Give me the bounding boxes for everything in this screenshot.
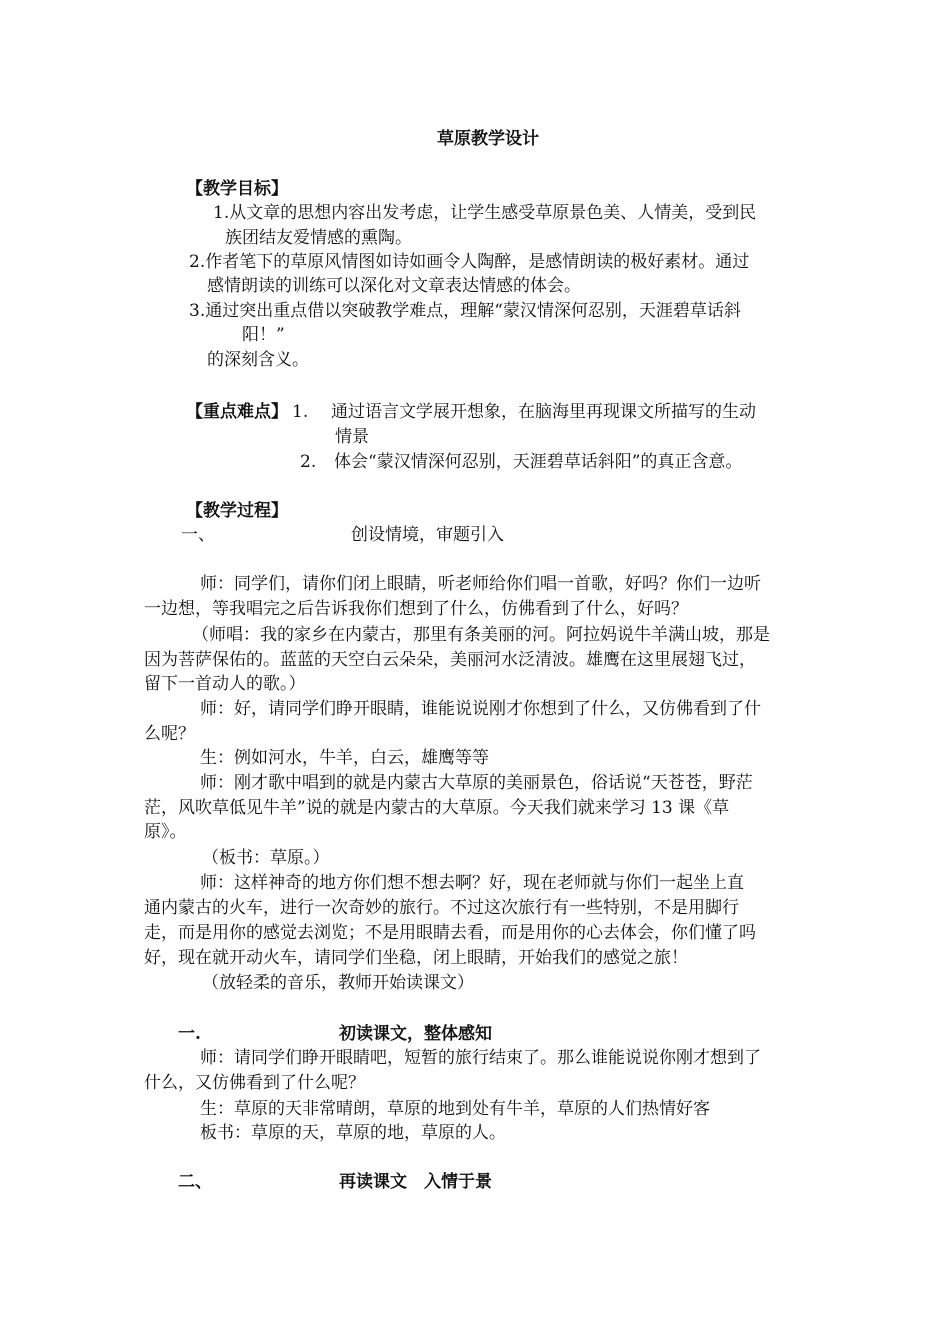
objective-2-line2: 感情朗读的训练可以深化对文章表达情感的体会。 bbox=[207, 276, 581, 296]
section-1-line-8: 生：例如河水，牛羊，白云，雄鹰等等 bbox=[200, 748, 489, 768]
section-1-line-10: 茫，风吹草低见牛羊”说的就是内蒙古的大草原。今天我们就来学习 13 课《草 bbox=[144, 798, 730, 818]
process-heading: 【教学过程】 bbox=[186, 501, 288, 521]
objective-2-line1: 2.作者笔下的草原风情图如诗如画令人陶醉，是感情朗读的极好素材。通过 bbox=[189, 252, 750, 272]
key-point-1-line2: 情景 bbox=[335, 427, 369, 447]
section-1-title: 创设情境，审题引入 bbox=[351, 525, 504, 545]
section-1-line-5: 留下一首动人的歌。） bbox=[144, 674, 306, 694]
section-1-line-4: 因为菩萨保佑的。蓝蓝的天空白云朵朵，美丽河水泛清波。雄鹰在这里展翅飞过， bbox=[144, 650, 756, 670]
section-1-number: 一、 bbox=[181, 525, 215, 545]
key-point-1-number: 1. bbox=[292, 402, 309, 422]
section-1-line-1: 师：同学们，请你们闭上眼睛，听老师给你们唱一首歌，好吗？你们一边听 bbox=[200, 574, 761, 594]
section-1-line-7: 么呢？ bbox=[144, 724, 195, 744]
objective-3-line3: 的深刻含义。 bbox=[207, 350, 309, 370]
section-1-line-14: 通内蒙古的火车，进行一次奇妙的旅行。不过这次旅行有一些特别，不是用脚行 bbox=[144, 898, 739, 918]
objectives-heading: 【教学目标】 bbox=[186, 179, 288, 199]
objective-1-line1: 1.从文章的思想内容出发考虑，让学生感受草原景色美、人情美，受到民 bbox=[213, 203, 757, 223]
section-1-line-15: 走，而是用你的感觉去浏览；不是用眼睛去看，而是用你的心去体会，你们懂了吗 bbox=[144, 923, 756, 943]
section-3-number: 二、 bbox=[178, 1172, 212, 1192]
section-2-line-3: 生：草原的天非常晴朗，草原的地到处有牛羊，草原的人们热情好客 bbox=[200, 1099, 710, 1119]
section-2-line-2: 什么，又仿佛看到了什么呢？ bbox=[144, 1073, 365, 1093]
section-1-line-6: 师：好，请同学们睁开眼睛，谁能说说刚才你想到了什么，又仿佛看到了什 bbox=[200, 699, 761, 719]
section-2-line-4: 板书：草原的天，草原的地，草原的人。 bbox=[200, 1123, 506, 1143]
section-1-line-12: （板书：草原。） bbox=[202, 848, 330, 868]
key-points-heading: 【重点难点】 bbox=[186, 402, 288, 422]
section-1-line-16: 好，现在就开动火车，请同学们坐稳，闭上眼睛，开始我们的感觉之旅！ bbox=[144, 948, 688, 968]
page-title: 草原教学设计 bbox=[437, 129, 539, 149]
section-1-line-9: 师：刚才歌中唱到的就是内蒙古大草原的美丽景色，俗话说“天苍苍，野茫 bbox=[200, 773, 753, 793]
objective-1-line2: 族团结友爱情感的熏陶。 bbox=[225, 228, 412, 248]
section-2-line-1: 师：请同学们睁开眼睛吧，短暂的旅行结束了。那么谁能说说你刚才想到了 bbox=[200, 1048, 761, 1068]
key-point-2-number: 2. bbox=[300, 452, 317, 472]
objective-3-line2: 阳！” bbox=[242, 325, 285, 345]
objective-3-line1: 3.通过突出重点借以突破教学难点，理解“蒙汉情深何忍别，天涯碧草话斜 bbox=[189, 301, 741, 321]
section-1-line-3: （师唱：我的家乡在内蒙古，那里有条美丽的河。阿拉妈说牛羊满山坡，那是 bbox=[192, 625, 770, 645]
section-3-title: 再读课文 入情于景 bbox=[339, 1172, 492, 1192]
section-1-line-2: 一边想，等我唱完之后告诉我你们想到了什么，仿佛看到了什么，好吗？ bbox=[144, 599, 688, 619]
key-point-2-line1: 体会“蒙汉情深何忍别，天涯碧草话斜阳”的真正含意。 bbox=[334, 452, 743, 472]
section-1-line-13: 师：这样神奇的地方你们想不想去啊？好，现在老师就与你们一起坐上直 bbox=[200, 873, 744, 893]
section-2-title: 初读课文，整体感知 bbox=[339, 1024, 492, 1044]
section-1-line-17: （放轻柔的音乐，教师开始读课文） bbox=[202, 973, 474, 993]
section-1-line-11: 原》。 bbox=[144, 822, 187, 842]
key-point-1-line1: 通过语言文学展开想象，在脑海里再现课文所描写的生动 bbox=[331, 402, 756, 422]
section-2-number: 一. bbox=[178, 1024, 201, 1044]
